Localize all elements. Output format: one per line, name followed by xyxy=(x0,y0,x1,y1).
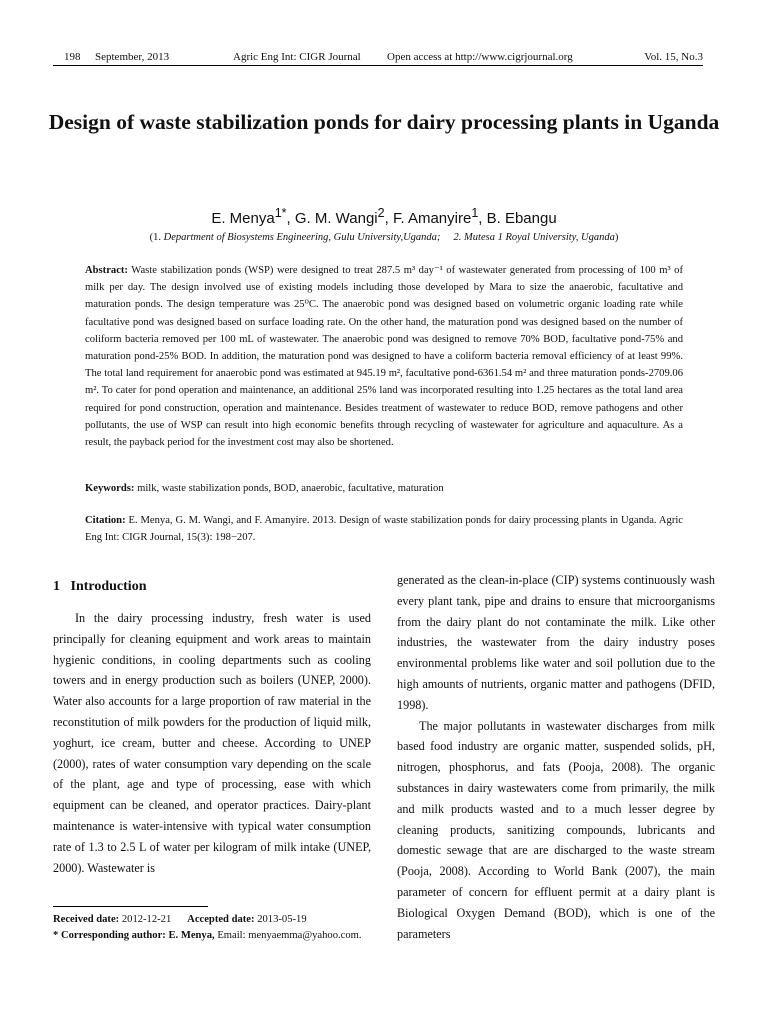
author-superscript: 2 xyxy=(377,206,385,220)
author-name: , G. M. Wangi xyxy=(286,210,378,227)
body-paragraph: generated as the clean-in-place (CIP) systems continuously wash every plant tank, pipe and drains to ensure that microorganisms from the dairy plant do not contaminate the milk. Like other industries, the wastewater from the dairy industry poses environmental problems like water and soil pollution due to the high amounts of nutrients, organic matter and pathogens (DFID, 1998). xyxy=(397,573,715,712)
author-name: , F. Amanyire xyxy=(384,210,472,227)
corresponding-author xyxy=(53,928,371,944)
affiliation-close: ) xyxy=(614,232,619,243)
accepted-date: 2013-05-19 xyxy=(257,914,307,925)
affiliation-open: (1. xyxy=(149,232,164,243)
abstract-text: Waste stabilization ponds (WSP) were designed to treat 287.5 m³ day⁻¹ of wastewater generated from processing of 100 m³ of milk per day. The design involved use of existing models including those developed by Mara to size the anaerobic, facultative and maturation ponds. The design temperature was 25⁰C. The anaerobic pond was designed based on volumetric organic loading rate while facultative pond was designed based on surface loading rate. On the other hand, the maturation pond was designed based on the number of coliform bacteria removed per 100 mL of wastewater. The anaerobic pond was designed to remove 70% BOD, facultative pond-75% and maturation pond-25% BOD. In addition, the maturation pond was designed to have a coliform bacteria removal efficiency of at least 99%. The total land requirement for anaerobic pond was estimated at 945.19 m², facultative pond-6361.54 m² and three maturation ponds-2709.06 m². To cater for pond operation and maintenance, an additional 25% land was incorporated resulting into 1.25 hectares as the total land area required for pond construction, operation and maintenance. Besides treatment of wastewater to reduce BOD, remove pathogens and other pollutants, the use of WSP can result into high economic benefits through recycling of wastewater for agriculture and aquaculture. As a result, the payback period for the investment cost may also be shortened. xyxy=(85,265,683,449)
keywords-label: Keywords: xyxy=(85,483,135,494)
body-paragraph: The major pollutants in wastewater discharges from milk based food industry are organic matter, suspended solids, pH, nitrogen, phosphorus, and fats (Pooja, 2008). The organic substances in dairy wastewaters come from primarily, the milk and milk products wasted and to a much lesser degree by cleaning products, sanitizing compounds, lubricants and domestic sewage that are are discharged to the waste stream (Pooja, 2008). According to World Bank (2007), the main parameter of concern for effluent permit at a dairy plant is Biological Oxygen Demand (BOD), which is one of the parameters xyxy=(397,718,715,941)
citation-text: E. Menya, G. M. Wangi, and F. Amanyire. 2013. Design of waste stabilization ponds for dairy processing plants in Uganda. Agric Eng Int: CIGR Journal, 15(3): 198−207. xyxy=(85,515,683,544)
body-paragraph: In the dairy processing industry, fresh water is used principally for cleaning equipment and work areas to maintain hygienic conditions, in cooling departments such as cooling towers and in energy production such as boilers (UNEP, 2000). Water also accounts for a large proportion of raw material in the reconstitution of milk powders for the production of liquid milk, yoghurt, ice cream, butter and cheese. According to UNEP (2000), rates of water consumption vary depending on the scale of the plant, age and type of processing, ease with which equipment can be cleaned, and operator practices. Dairy-plant maintenance is water-intensive with typical water consumption rate of 1.3 to 2.5 L of water per kilogram of milk intake (UNEP, 2000). Wastewater is xyxy=(53,611,371,875)
author-name: E. Menya xyxy=(211,210,275,227)
left-column xyxy=(53,608,371,878)
footnote-dates xyxy=(53,912,371,928)
volume-number: Vol. 15, No.3 xyxy=(644,51,703,63)
footnote xyxy=(53,912,371,944)
accepted-label: Accepted date: xyxy=(187,914,255,925)
abstract-label: Abstract: xyxy=(85,265,128,276)
author-list xyxy=(40,203,728,229)
abstract xyxy=(85,262,683,451)
author-superscript: 1* xyxy=(274,206,287,220)
author-superscript: 1 xyxy=(471,206,479,220)
page-number: 198 xyxy=(64,51,81,63)
received-date: 2012-12-21 xyxy=(121,914,172,925)
keywords xyxy=(85,480,683,497)
running-header xyxy=(53,49,703,66)
right-column xyxy=(397,570,715,944)
author-name: , B. Ebangu xyxy=(478,210,557,227)
received-label: Received date: xyxy=(53,914,120,925)
author-email[interactable]: Email: menyaemma@yahoo.com. xyxy=(217,930,362,941)
open-access-link[interactable]: Open access at http://www.cigrjournal.org xyxy=(387,51,573,63)
section-heading xyxy=(53,577,146,597)
paper-title: Design of waste stabilization ponds for dairy processing plants in Uganda xyxy=(48,110,720,134)
affiliation-2: 2. Mutesa 1 Royal University, Uganda xyxy=(453,232,615,243)
corresponding-label: * Corresponding author: E. Menya, xyxy=(53,930,215,941)
section-title: Introduction xyxy=(70,579,147,594)
citation xyxy=(85,512,683,546)
footnote-divider xyxy=(53,906,208,907)
keywords-text: milk, waste stabilization ponds, BOD, anaerobic, facultative, maturation xyxy=(137,483,444,494)
section-number: 1 xyxy=(53,579,60,594)
affiliation-1: Department of Biosystems Engineering, Gulu University,Uganda; xyxy=(163,232,441,243)
journal-name: Agric Eng Int: CIGR Journal xyxy=(233,51,361,63)
citation-label: Citation: xyxy=(85,515,126,526)
affiliations xyxy=(40,230,728,246)
issue-date: September, 2013 xyxy=(95,51,170,63)
